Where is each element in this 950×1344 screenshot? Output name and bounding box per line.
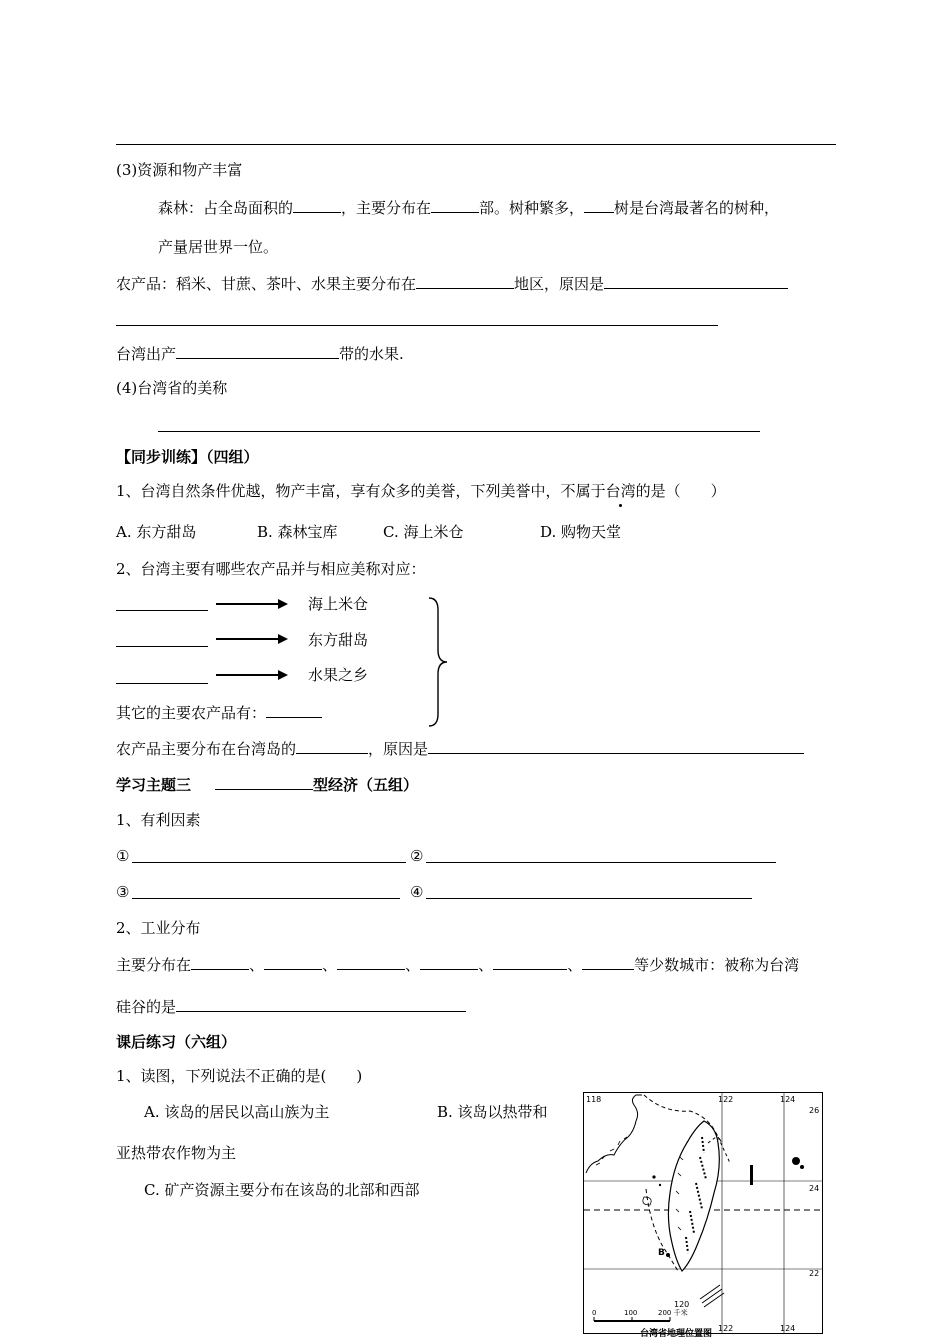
industry-dist-line: 主要分布在 、 、 、 、 、 等少数城市：被称为台湾 <box>116 956 800 974</box>
blank-agri-reason-cont[interactable] <box>116 325 718 326</box>
option-c[interactable]: C. 海上米仓 <box>383 523 464 541</box>
blank-tree-species[interactable] <box>584 197 614 213</box>
blank-city-4[interactable] <box>420 954 478 970</box>
arrow-3 <box>216 674 286 676</box>
sync-training-heading: 【同步训练】（四组） <box>116 448 259 466</box>
homework-heading: 课后练习（六组） <box>116 1033 237 1051</box>
factor-2-mark: ② <box>410 847 424 865</box>
sync-q2: 2、台湾主要有哪些农产品并与相应美称对应： <box>116 560 426 578</box>
homework-option-c[interactable]: C. 矿产资源主要分布在该岛的北部和西部 <box>144 1181 420 1199</box>
blank-city-3[interactable] <box>337 954 405 970</box>
blank-other-products[interactable] <box>266 702 322 718</box>
arrow-1 <box>216 603 286 605</box>
section3-heading: (3)资源和物产丰富 <box>116 161 243 179</box>
lon-label-122-bottom: 122 <box>718 1324 734 1333</box>
factor-4-mark: ④ <box>410 883 424 901</box>
match-2: 东方甜岛 <box>308 631 369 649</box>
blank-nickname[interactable] <box>158 431 760 432</box>
homework-q1: 1、读图，下列说法不正确的是( ) <box>116 1067 363 1085</box>
blank-city-1[interactable] <box>191 954 249 970</box>
fruit-line: 台湾出产 带的水果. <box>116 345 404 363</box>
forest-line-2: 产量居世界一位。 <box>158 238 279 256</box>
factor-1-mark: ① <box>116 847 130 865</box>
blank-agri-region[interactable] <box>416 273 514 289</box>
blank-city-2[interactable] <box>264 954 322 970</box>
blank-factor-4[interactable] <box>426 898 752 899</box>
sync-q1: 1、台湾自然条件优越，物产丰富，享有众多的美誉，下列美誉中，不属于台湾的是（ ） <box>116 482 726 500</box>
blank-agri-reason[interactable] <box>604 273 788 289</box>
match-1: 海上米仓 <box>308 595 369 613</box>
top-rule <box>116 144 836 145</box>
emphasis-not: 不 <box>560 482 576 500</box>
homework-option-b[interactable]: B. 该岛以热带和 <box>437 1103 548 1121</box>
lon-label-124-top: 124 <box>780 1095 796 1104</box>
scale-label-100: 100 <box>624 1309 638 1317</box>
blank-factor-2[interactable] <box>426 862 776 863</box>
taiwan-map <box>583 1092 823 1334</box>
lon-label-120: 120 <box>674 1300 690 1309</box>
blank-factor-3[interactable] <box>132 898 400 899</box>
homework-option-a[interactable]: A. 该岛的居民以高山族为主 <box>144 1103 330 1121</box>
option-a[interactable]: A. 东方甜岛 <box>116 523 197 541</box>
scale-label-0: 0 <box>592 1309 597 1317</box>
factor-3-mark: ③ <box>116 883 130 901</box>
lon-label-122-top: 122 <box>718 1095 734 1104</box>
blank-product-2[interactable] <box>116 646 208 647</box>
blank-city-6[interactable] <box>582 954 634 970</box>
emphasis-dot <box>619 504 622 507</box>
option-b[interactable]: B. 森林宝库 <box>257 523 338 541</box>
brace-icon <box>426 596 450 728</box>
lat-label-26: 26 <box>809 1106 820 1115</box>
lon-label-118: 118 <box>586 1095 602 1104</box>
industry-heading: 2、工业分布 <box>116 919 201 937</box>
blank-economy-type[interactable] <box>215 774 313 790</box>
blank-fruit-zone[interactable] <box>176 343 339 359</box>
blank-distribution-reason[interactable] <box>428 738 804 754</box>
forest-line: 森林：占全岛面积的 ，主要分布在 部。树种繁多， 树是台湾最著名的树种， <box>158 199 780 217</box>
blank-city-5[interactable] <box>493 954 567 970</box>
blank-forest-area[interactable] <box>293 197 341 213</box>
topic3-heading: 学习主题三 型经济（五组） <box>116 776 419 794</box>
blank-forest-region[interactable] <box>431 197 479 213</box>
silicon-valley-line: 硅谷的是 <box>116 996 466 1017</box>
arrow-2 <box>216 638 286 640</box>
blank-silicon-valley[interactable] <box>176 996 466 1012</box>
nickname-heading: (4)台湾省的美称 <box>116 379 228 397</box>
lon-label-124-bottom: 124 <box>780 1324 796 1333</box>
favorable-heading: 1、有利因素 <box>116 811 201 829</box>
taiwan-map-drawing <box>584 1093 822 1333</box>
other-products: 其它的主要农产品有： <box>116 702 322 723</box>
distribution-line: 农产品主要分布在台湾岛的 ，原因是 <box>116 738 804 759</box>
scale-label-200: 200 千米 <box>658 1309 688 1317</box>
match-3: 水果之乡 <box>308 666 369 684</box>
blank-product-3[interactable] <box>116 683 208 684</box>
point-b-label: B <box>658 1248 665 1258</box>
map-caption: 台湾省地理位置图 <box>640 1329 713 1339</box>
agri-line: 农产品：稻米、甘蔗、茶叶、水果主要分布在 地区，原因是 <box>116 273 788 294</box>
lat-label-22: 22 <box>809 1269 820 1278</box>
blank-product-1[interactable] <box>116 610 208 611</box>
lat-label-24: 24 <box>809 1184 820 1193</box>
blank-distribution[interactable] <box>296 738 368 754</box>
blank-factor-1[interactable] <box>132 862 406 863</box>
homework-option-b-cont: 亚热带农作物为主 <box>116 1144 237 1162</box>
option-d[interactable]: D. 购物天堂 <box>540 523 622 541</box>
